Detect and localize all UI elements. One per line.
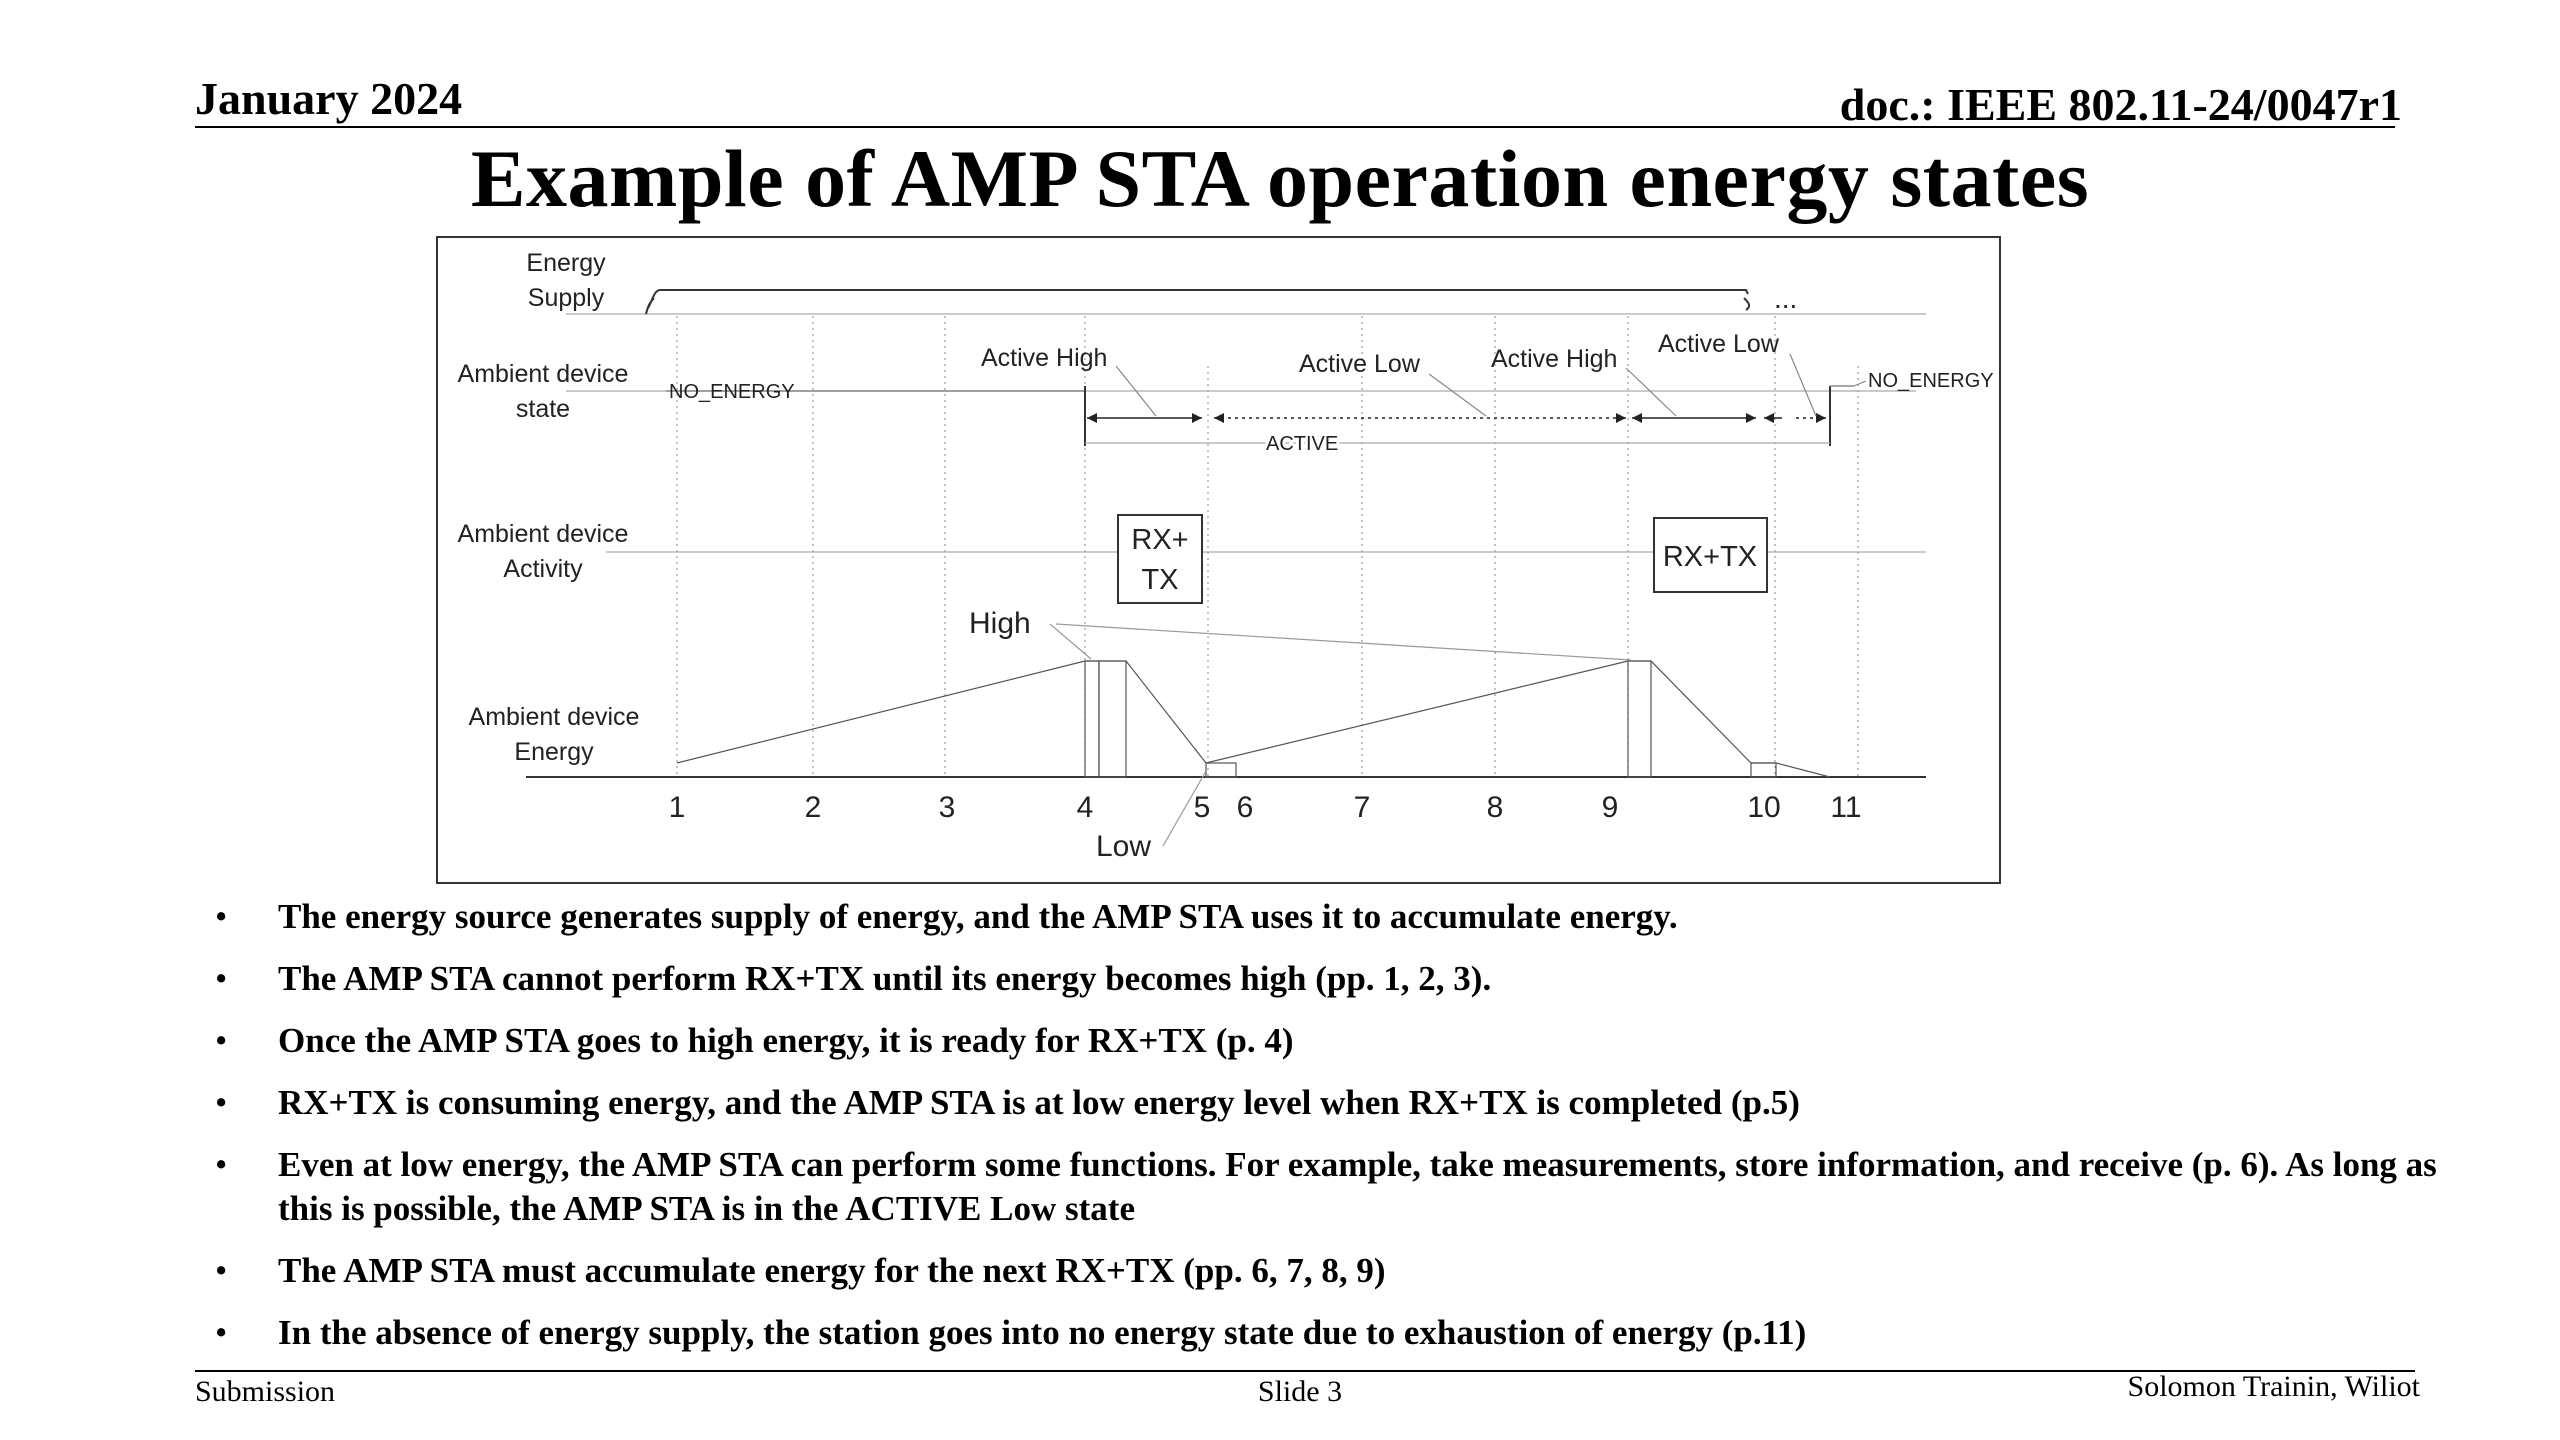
footer-submission: Submission xyxy=(195,1375,336,1408)
slide-title: Example of AMP STA operation energy states xyxy=(470,133,2090,224)
energy-callout-leaders xyxy=(1050,624,1631,846)
point-3: 3 xyxy=(938,791,956,824)
point-10: 10 xyxy=(1747,791,1781,824)
supply-line xyxy=(646,290,1749,314)
point-8: 8 xyxy=(1486,791,1504,824)
header-rule xyxy=(195,126,2395,128)
row-label-activity-2: Activity xyxy=(503,555,583,583)
state-active-low-2: Active Low xyxy=(1658,330,1779,358)
activity-box-1-line1: RX+ xyxy=(1131,524,1189,556)
header-doc-id: doc.: IEEE 802.11-24/0047r1 xyxy=(1839,79,2402,130)
footer-slide-number: Slide 3 xyxy=(1257,1375,1343,1408)
state-active-high-2: Active High xyxy=(1491,345,1618,373)
state-no-energy-left: NO_ENERGY xyxy=(669,381,795,403)
point-2: 2 xyxy=(804,791,822,824)
activity-box-1-line2: TX xyxy=(1141,564,1179,596)
row-label-state-1: Ambient device xyxy=(457,360,629,388)
bullet-item: • The AMP STA must accumulate energy for the next RX+TX (pp. 6, 7, 8, 9) xyxy=(210,1249,2470,1293)
state-active-high-1: Active High xyxy=(981,344,1108,372)
point-7: 7 xyxy=(1353,791,1371,824)
footer-author: Solomon Trainin, Wiliot xyxy=(2127,1370,2420,1403)
bullet-item: • Even at low energy, the AMP STA can perform some functions. For example, take measurements, store information, and receive (p. 6). As long as this is possible, the AMP STA is in the ACTIVE Low state xyxy=(210,1143,2470,1231)
row-label-state-2: state xyxy=(515,395,571,423)
row-label-supply-1: Energy xyxy=(526,249,606,277)
point-11: 11 xyxy=(1830,791,1862,824)
state-active: ACTIVE xyxy=(1266,433,1339,455)
footer-rule xyxy=(195,1370,2415,1372)
point-1: 1 xyxy=(668,791,686,824)
bullet-item: • Once the AMP STA goes to high energy, it is ready for RX+TX (p. 4) xyxy=(210,1019,2470,1063)
point-9: 9 xyxy=(1601,791,1619,824)
state-no-energy-right: NO_ENERGY xyxy=(1868,370,1994,392)
point-4: 4 xyxy=(1076,791,1094,824)
energy-label-low: Low xyxy=(1096,830,1152,863)
point-numbers xyxy=(669,791,1862,824)
row-label-supply-2: Supply xyxy=(527,284,605,312)
row-label-energy-2: Energy xyxy=(514,738,594,766)
bullet-item: • In the absence of energy supply, the station goes into no energy state due to exhaustion of energy (p.11) xyxy=(210,1311,2470,1355)
point-5: 5 xyxy=(1193,791,1211,824)
bullet-list xyxy=(210,895,2470,1373)
state-active-low-1: Active Low xyxy=(1299,350,1420,378)
energy-state-diagram xyxy=(436,236,2002,886)
bullet-item: • The energy source generates supply of energy, and the AMP STA uses it to accumulate energy. xyxy=(210,895,2470,939)
row-label-energy-1: Ambient device xyxy=(468,703,640,731)
supply-ellipsis: ... xyxy=(1774,283,1798,314)
bullet-item: • The AMP STA cannot perform RX+TX until its energy becomes high (pp. 1, 2, 3). xyxy=(210,957,2470,1001)
activity-box-2-label: RX+TX xyxy=(1662,541,1758,573)
header-date: January 2024 xyxy=(195,73,463,124)
energy-label-high: High xyxy=(969,607,1031,640)
point-6: 6 xyxy=(1236,791,1254,824)
energy-curve xyxy=(677,661,1830,777)
row-label-activity-1: Ambient device xyxy=(457,520,629,548)
bullet-item: • RX+TX is consuming energy, and the AMP STA is at low energy level when RX+TX is completed (p.5) xyxy=(210,1081,2470,1125)
